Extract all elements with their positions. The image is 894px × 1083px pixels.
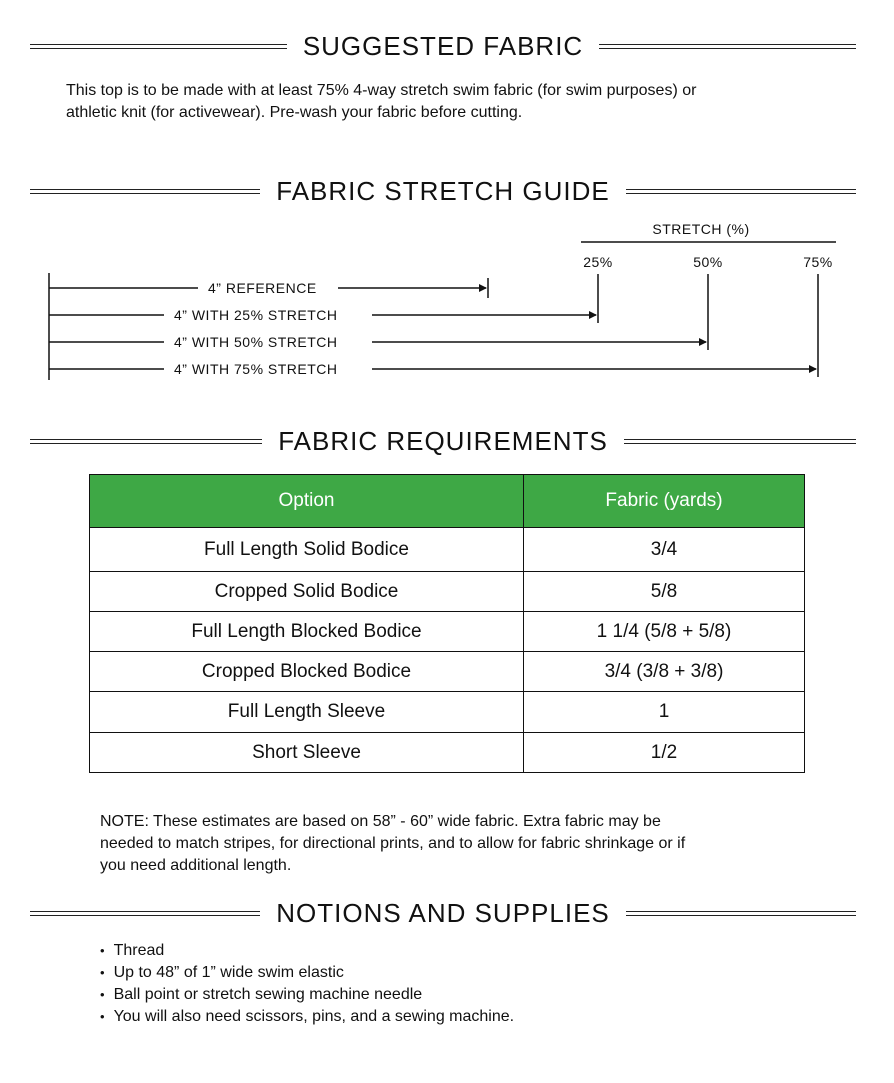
section-heading-suggested-fabric [30, 29, 856, 63]
table-row [90, 572, 805, 612]
section-heading-notions [30, 896, 856, 930]
heading-rule-left [30, 439, 262, 444]
table-row [90, 612, 805, 652]
table-cell-option: Cropped Solid Bodice [90, 572, 524, 612]
list-item: • You will also need scissors, pins, and a sewing machine. [100, 1006, 514, 1028]
heading-rule-right [626, 911, 856, 916]
list-item: • Thread [100, 940, 514, 962]
heading-rule-right [599, 44, 856, 49]
table-row [90, 733, 805, 773]
section-heading-fabric-requirements [30, 424, 856, 458]
column-header-option: Option [90, 475, 524, 528]
table-header-row [90, 475, 805, 528]
stretch-axis-label: STRETCH (%) [652, 221, 750, 237]
stretch-tick-label: 50% [693, 254, 723, 270]
table-cell-yards: 1/2 [524, 733, 805, 773]
text-line: athletic knit (for activewear). Pre-wash your fabric before cutting. [66, 104, 523, 121]
text-line: NOTE: These estimates are based on 58” - 60” wide fabric. Extra fabric may be [100, 813, 661, 830]
stretch-tick-label: 25% [583, 254, 613, 270]
stretch-row-label: 4” REFERENCE [208, 280, 317, 296]
table-cell-option: Full Length Blocked Bodice [90, 612, 524, 652]
table-cell-yards: 1 [524, 692, 805, 733]
list-item: • Up to 48” of 1” wide swim elastic [100, 962, 514, 984]
text-line: needed to match stripes, for directional prints, and to allow for fabric shrinkage or if [100, 835, 686, 852]
heading-title: NOTIONS AND SUPPLIES [276, 898, 610, 928]
table-cell-option: Cropped Blocked Bodice [90, 652, 524, 692]
table-cell-yards: 3/4 (3/8 + 3/8) [524, 652, 805, 692]
heading-rule-left [30, 911, 260, 916]
stretch-guide-diagram [0, 210, 894, 390]
heading-rule-left [30, 189, 260, 194]
text-line: This top is to be made with at least 75% 4-way stretch swim fabric (for swim purposes) or [66, 82, 697, 99]
heading-rule-right [624, 439, 856, 444]
stretch-row-label: 4” WITH 75% STRETCH [174, 361, 338, 377]
stretch-tick-label: 75% [803, 254, 833, 270]
table-cell-yards: 3/4 [524, 528, 805, 572]
table-row [90, 528, 805, 572]
heading-rule-left [30, 44, 287, 49]
table-cell-option: Short Sleeve [90, 733, 524, 773]
heading-title: SUGGESTED FABRIC [302, 31, 584, 61]
list-item: • Ball point or stretch sewing machine needle [100, 984, 514, 1006]
suggested-fabric-text [66, 80, 696, 124]
heading-title: FABRIC STRETCH GUIDE [276, 176, 610, 206]
heading-rule-right [626, 189, 856, 194]
stretch-row-label: 4” WITH 25% STRETCH [174, 307, 338, 323]
stretch-row-label: 4” WITH 50% STRETCH [174, 334, 338, 350]
table-row [90, 652, 805, 692]
notions-list [100, 940, 514, 1028]
table-cell-option: Full Length Sleeve [90, 692, 524, 733]
table-cell-yards: 5/8 [524, 572, 805, 612]
heading-title: FABRIC REQUIREMENTS [278, 426, 608, 456]
fabric-note [100, 811, 685, 877]
table-row [90, 692, 805, 733]
fabric-requirements-table [89, 474, 805, 773]
column-header-fabric-yards: Fabric (yards) [524, 475, 805, 528]
table-cell-yards: 1 1/4 (5/8 + 5/8) [524, 612, 805, 652]
text-line: you need additional length. [100, 857, 292, 874]
table-cell-option: Full Length Solid Bodice [90, 528, 524, 572]
section-heading-stretch-guide [30, 174, 856, 208]
